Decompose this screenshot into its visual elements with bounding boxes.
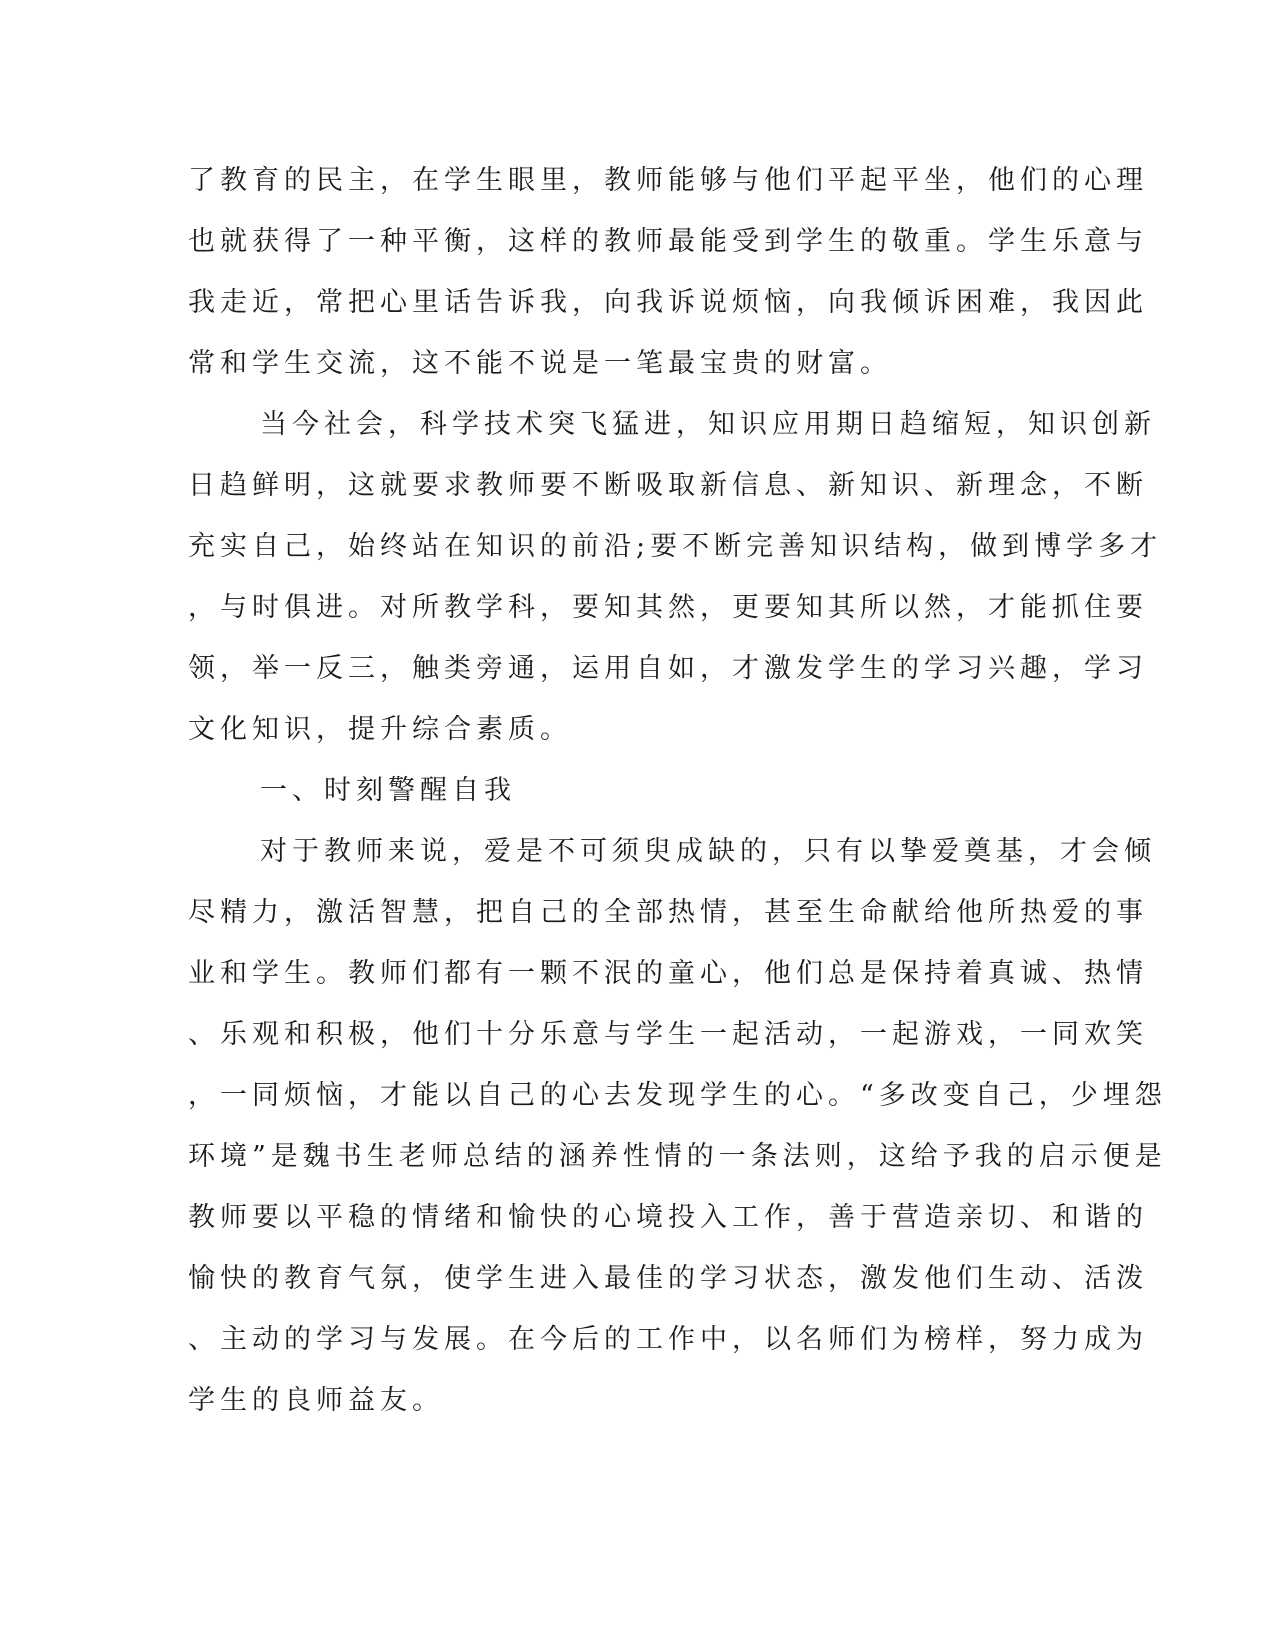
text-line: 、主动的学习与发展。在今后的工作中，以名师们为榜样，努力成为 bbox=[188, 1324, 1148, 1355]
text-line: 、乐观和积极，他们十分乐意与学生一起活动，一起游戏，一同欢笑 bbox=[188, 1019, 1148, 1050]
text-line: 对于教师来说，爱是不可须臾成缺的，只有以挚爱奠基，才会倾 bbox=[260, 836, 1156, 867]
text-line: 也就获得了一种平衡，这样的教师最能受到学生的敬重。学生乐意与 bbox=[188, 226, 1148, 257]
text-line: 环境”是魏书生老师总结的涵养性情的一条法则，这给予我的启示便是 bbox=[188, 1141, 1167, 1172]
text-line: 了教育的民主，在学生眼里，教师能够与他们平起平坐，他们的心理 bbox=[188, 165, 1148, 196]
text-line: 愉快的教育气氛，使学生进入最佳的学习状态，激发他们生动、活泼 bbox=[188, 1263, 1148, 1294]
text-line: 常和学生交流，这不能不说是一笔最宝贵的财富。 bbox=[188, 348, 892, 379]
text-line: ，与时俱进。对所教学科，要知其然，更要知其所以然，才能抓住要 bbox=[188, 592, 1148, 623]
text-line: 学生的良师益友。 bbox=[188, 1385, 444, 1416]
text-line: ，一同烦恼，才能以自己的心去发现学生的心。“多改变自己，少埋怨 bbox=[188, 1080, 1167, 1111]
text-line: 教师要以平稳的情绪和愉快的心境投入工作，善于营造亲切、和谐的 bbox=[188, 1202, 1148, 1233]
paragraph-love-for-teaching bbox=[188, 821, 1167, 1431]
paragraph-teacher-student-relations bbox=[188, 150, 1148, 394]
text-line: 尽精力，激活智慧，把自己的全部热情，甚至生命献给他所热爱的事 bbox=[188, 897, 1148, 928]
paragraph-knowledge-update bbox=[188, 394, 1163, 760]
text-line: 当今社会，科学技术突飞猛进，知识应用期日趋缩短，知识创新 bbox=[260, 409, 1156, 440]
text-line: 业和学生。教师们都有一颗不泯的童心，他们总是保持着真诚、热情 bbox=[188, 958, 1148, 989]
text-line: 充实自己，始终站在知识的前沿;要不断完善知识结构，做到博学多才 bbox=[188, 531, 1163, 562]
text-line: 日趋鲜明，这就要求教师要不断吸取新信息、新知识、新理念，不断 bbox=[188, 470, 1148, 501]
text-line: 我走近，常把心里话告诉我，向我诉说烦恼，向我倾诉困难，我因此 bbox=[188, 287, 1148, 318]
document-body bbox=[188, 150, 1167, 1431]
text-line: 文化知识，提升综合素质。 bbox=[188, 714, 572, 745]
section-heading bbox=[188, 760, 1068, 821]
text-line: 领，举一反三，触类旁通，运用自如，才激发学生的学习兴趣，学习 bbox=[188, 653, 1148, 684]
heading-line: 一、时刻警醒自我 bbox=[260, 775, 516, 806]
